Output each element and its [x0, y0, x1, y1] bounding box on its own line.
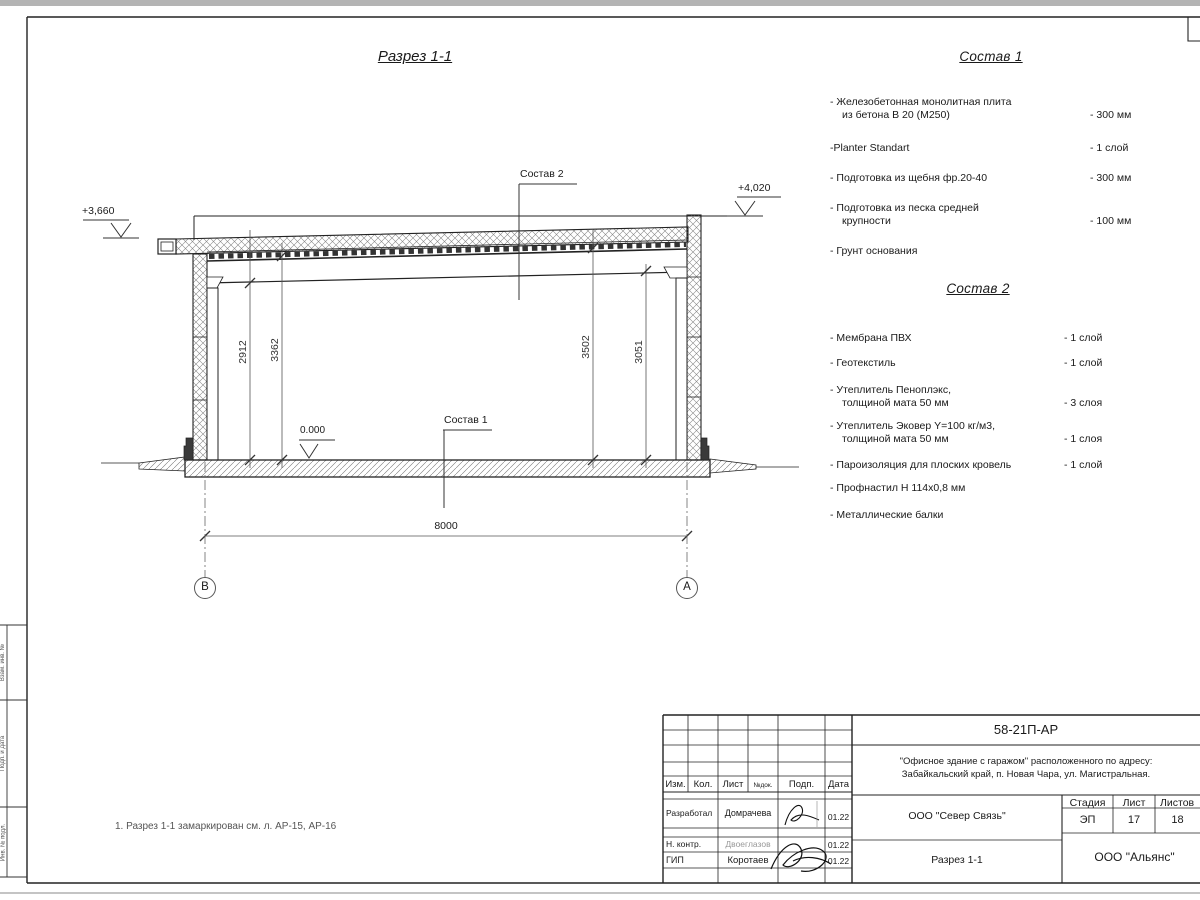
- tb-sheet-value: 17: [1127, 814, 1141, 826]
- tb-date-1: 01.22: [827, 812, 850, 822]
- dim-3051: 3051: [633, 340, 645, 364]
- list-item: [830, 357, 1126, 370]
- item-value: - 3 слоя: [1064, 397, 1103, 409]
- dim-3502: 3502: [580, 335, 592, 359]
- level-zero-label: 0.000: [300, 425, 326, 436]
- tb-role-razrabotal: Разработал: [666, 808, 713, 818]
- list-item: [830, 482, 1126, 495]
- tb-name-dvoeglazov: Двоеглазов: [725, 839, 771, 849]
- item-value: - 1 слой: [1064, 332, 1103, 344]
- tb-col-kol: Кол.: [693, 779, 713, 790]
- elevation-left-label: +3,660: [82, 205, 115, 217]
- tb-sheet-title: Разрез 1-1: [931, 854, 983, 866]
- tb-sheets-value: 18: [1171, 814, 1184, 826]
- list-item: [830, 459, 1126, 472]
- axis-label-a: А: [683, 581, 691, 593]
- material-list-2: [830, 282, 1126, 542]
- tb-sheet-label: Лист: [1122, 797, 1146, 809]
- drawing-title-wrap: [330, 48, 500, 65]
- item-label: - Пароизоляция для плоских кровель: [830, 459, 1012, 471]
- item-label-cont: из бетона В 20 (М250): [842, 109, 950, 121]
- item-value: - 100 мм: [1090, 215, 1132, 227]
- tb-col-ndok: №док.: [753, 782, 773, 789]
- tb-role-nkontr: Н. контр.: [666, 839, 702, 849]
- tb-org: ООО "Альянс": [1094, 850, 1175, 864]
- item-value: - 1 слой: [1064, 459, 1103, 471]
- tb-doc-number: 58-21П-АР: [993, 722, 1059, 737]
- tb-col-list: Лист: [722, 779, 744, 790]
- tb-project-line1: "Офисное здание с гаражом" расположенного по адресу:: [899, 756, 1153, 767]
- item-value: - 300 мм: [1090, 109, 1132, 121]
- corner-box: [1188, 17, 1200, 41]
- item-label-cont: крупности: [842, 215, 891, 227]
- tb-role-gip: ГИП: [666, 855, 684, 865]
- tb-company: ООО "Север Связь": [908, 810, 1006, 822]
- tb-date-2: 01.22: [827, 840, 850, 850]
- strip-cell-vzam: [0, 625, 7, 700]
- sostav1-heading: Состав 1: [959, 49, 1023, 64]
- callout-sostav1-label: Состав 1: [444, 414, 488, 426]
- tb-project-line2: Забайкальский край, п. Новая Чара, ул. Магистральная.: [901, 769, 1151, 780]
- strip-cell-inv: [0, 807, 7, 877]
- drawing-note: 1. Разрез 1-1 замаркирован см. л. АР-15, АР-16: [115, 821, 337, 832]
- strip-label: Подп. и дата: [0, 735, 6, 772]
- list-item: [830, 384, 1126, 410]
- item-label: - Подготовка из щебня фр.20-40: [830, 172, 988, 184]
- item-label: - Мембрана ПВХ: [830, 332, 912, 344]
- item-value: - 1 слой: [1064, 357, 1103, 369]
- item-label: - Утеплитель Эковер Y=100 кг/м3,: [830, 420, 996, 432]
- dim-3362: 3362: [269, 338, 281, 362]
- item-label: - Металлические балки: [830, 509, 944, 521]
- item-label: - Геотекстиль: [830, 357, 896, 369]
- elevation-right-label: +4,020: [738, 182, 771, 194]
- tb-col-izm: Изм.: [665, 779, 686, 790]
- axis-label-b: В: [201, 581, 209, 593]
- tb-stage-value: ЭП: [1079, 814, 1096, 826]
- signature-korotaev: [771, 844, 831, 871]
- tb-name-korotaev: Коротаев: [727, 855, 769, 866]
- tb-date-3: 01.22: [827, 856, 850, 866]
- tb-sheets-label: Листов: [1160, 797, 1195, 809]
- dimension-ticks: [200, 243, 692, 541]
- dim-span-8000: 8000: [434, 520, 458, 532]
- item-label: - Утеплитель Пеноплэкс,: [830, 384, 952, 396]
- list-item: [830, 245, 1152, 258]
- list-item: [830, 172, 1152, 185]
- item-label: -Planter Standart: [830, 142, 910, 154]
- item-label: - Подготовка из песка средней: [830, 202, 979, 214]
- signature-domracheva: [785, 805, 819, 825]
- item-value: - 1 слоя: [1064, 433, 1103, 445]
- item-label: - Грунт основания: [830, 245, 918, 257]
- signatures: [771, 801, 831, 871]
- list-item: [830, 96, 1152, 122]
- list-item: [830, 509, 1126, 522]
- tb-col-podp: Подп.: [788, 779, 815, 790]
- strip-label: Инв. № подл.: [0, 823, 7, 862]
- item-value: - 1 слой: [1090, 142, 1129, 154]
- drawing-title: Разрез 1-1: [377, 48, 453, 65]
- tb-name-domracheva: Домрачева: [724, 808, 772, 818]
- strip-cell-podp: [0, 700, 7, 807]
- tb-stage-label: Стадия: [1069, 797, 1106, 809]
- item-label-cont: толщиной мата 50 мм: [842, 433, 949, 445]
- list-item: [830, 202, 1152, 228]
- item-label: - Железобетонная монолитная плита: [830, 96, 1012, 108]
- item-label-cont: толщиной мата 50 мм: [842, 397, 949, 409]
- list-item: [830, 142, 1152, 155]
- list-item: [830, 420, 1126, 446]
- list-item: [830, 332, 1126, 345]
- item-label: - Профнастил Н 114х0,8 мм: [830, 482, 966, 494]
- item-value: - 300 мм: [1090, 172, 1132, 184]
- callout-sostav2-label: Состав 2: [520, 168, 564, 180]
- material-list-1: [830, 50, 1152, 280]
- section-drawing: [101, 215, 799, 477]
- tb-col-data: Дата: [827, 779, 850, 790]
- sostav2-heading: Состав 2: [946, 281, 1010, 296]
- strip-label: Взам. инв. №: [0, 643, 6, 682]
- dim-2912: 2912: [237, 340, 249, 364]
